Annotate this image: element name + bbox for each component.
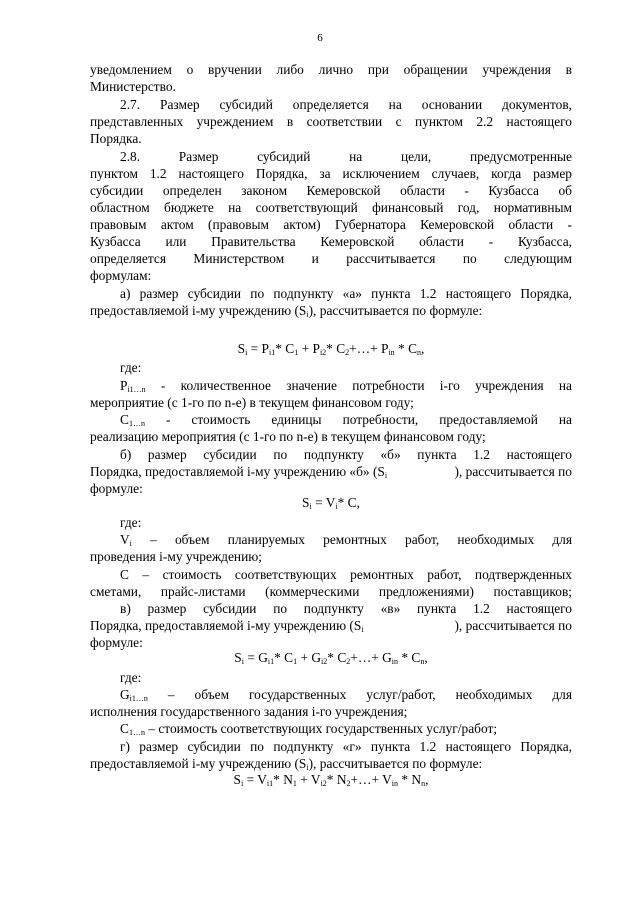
text-fragment: * C bbox=[275, 341, 295, 356]
subscript: 2 bbox=[345, 348, 350, 357]
text-line: Кузбасса или Правительства Кемеровской области - Кузбасса, bbox=[90, 234, 572, 249]
text-fragment: , bbox=[425, 772, 429, 787]
text-fragment: G bbox=[120, 687, 130, 702]
subscript: 1…n bbox=[128, 419, 145, 428]
text-line: б) размер субсидии по подпункту «б» пункта 1.2 настоящего bbox=[120, 447, 572, 462]
subscript: i bbox=[245, 348, 248, 357]
text-fragment: +…+ V bbox=[350, 772, 392, 787]
text-fragment: +…+ P bbox=[349, 341, 389, 356]
text-line: сметами, прайс-листами (коммерческими предложениями) поставщиков; bbox=[90, 584, 572, 599]
subscript: i bbox=[241, 779, 244, 788]
formula-b bbox=[90, 495, 572, 511]
subscript: i1…n bbox=[129, 694, 148, 703]
text-line bbox=[90, 303, 572, 319]
text-fragment: - стоимость единицы потребности, предоставляемой на bbox=[144, 412, 572, 427]
text-fragment: * N bbox=[273, 772, 293, 787]
text-fragment: ), рассчитывается по bbox=[454, 618, 572, 633]
subscript: n bbox=[417, 348, 422, 357]
subscript: i bbox=[309, 502, 312, 511]
word: предусмотренные bbox=[469, 149, 572, 164]
text-fragment: + P bbox=[298, 341, 320, 356]
text-fragment: * N bbox=[326, 772, 347, 787]
subscript: 1…n bbox=[128, 728, 145, 737]
text-fragment: * C bbox=[398, 650, 421, 665]
text-line: C – стоимость соответствующих ремонтных работ, подтвержденных bbox=[120, 567, 572, 582]
text-line: уведомлением о вручении либо лично при обращении учреждения в bbox=[90, 62, 572, 77]
text-fragment: предоставляемой i-му учреждению (S bbox=[90, 756, 307, 771]
text-fragment: – объем планируемых ремонтных работ, необходимых для bbox=[131, 532, 572, 547]
subscript: i1 bbox=[267, 657, 275, 666]
text-line: исполнения государственного задания i-го учреждения; bbox=[90, 704, 408, 719]
text-line: где: bbox=[120, 360, 142, 375]
text-line bbox=[90, 464, 572, 480]
text-line: реализацию мероприятия (с 1-го по n-е) в текущем финансовом году; bbox=[90, 429, 486, 444]
subscript: i1 bbox=[266, 779, 274, 788]
text-fragment: * N bbox=[398, 772, 422, 787]
text-fragment: - количественное значение потребности i-го учреждения на bbox=[145, 378, 572, 393]
subscript: n bbox=[420, 657, 425, 666]
text-line: областном бюджете на соответствующий финансовый год, нормативным bbox=[90, 200, 572, 215]
subscript: i bbox=[306, 310, 309, 319]
text-line bbox=[90, 618, 572, 634]
text-line: правовым актом (правовым актом) Губернатора Кемеровской области - bbox=[90, 217, 572, 232]
text-line: формуле: bbox=[90, 481, 143, 496]
subscript: i bbox=[384, 471, 388, 480]
text-line: Порядка. bbox=[90, 131, 142, 146]
text-line bbox=[120, 687, 572, 703]
text-fragment: + V bbox=[296, 772, 321, 787]
text-fragment: ), рассчитывается по bbox=[454, 464, 572, 479]
subscript: i bbox=[129, 539, 132, 548]
text-fragment: S bbox=[233, 772, 241, 787]
text-fragment: V bbox=[120, 532, 130, 547]
word: субсидий bbox=[257, 149, 311, 164]
text-fragment bbox=[90, 464, 387, 480]
text-line: формуле: bbox=[90, 635, 143, 650]
formula-a bbox=[90, 341, 572, 357]
subscript: n bbox=[421, 779, 426, 788]
text-fragment: S bbox=[302, 495, 310, 510]
text-fragment: S bbox=[237, 341, 246, 356]
text-line: субсидии определен законом Кемеровской области - Кузбасса об bbox=[90, 183, 572, 198]
text-line: определяется Министерством и рассчитывается по следующим bbox=[90, 251, 572, 266]
text-fragment: +…+ G bbox=[350, 650, 392, 665]
subscript: 2 bbox=[346, 779, 351, 788]
text-line: в) размер субсидии по подпункту «в» пункта 1.2 настоящего bbox=[120, 601, 572, 616]
text-fragment: * C, bbox=[337, 495, 360, 510]
word: цели, bbox=[400, 149, 432, 164]
text-line: мероприятие (с 1-го по n-е) в текущем финансовом году; bbox=[90, 395, 414, 410]
text-fragment: * C bbox=[327, 650, 347, 665]
text-line: формулам: bbox=[90, 268, 152, 283]
text-line bbox=[120, 721, 572, 737]
text-fragment: ), рассчитывается по формуле: bbox=[308, 756, 483, 771]
text-line: где: bbox=[120, 670, 142, 685]
subscript: in bbox=[388, 348, 395, 357]
text-fragment: ), рассчитывается по формуле: bbox=[308, 303, 483, 318]
text-fragment: – стоимость соответствующих государственных услуг/работ; bbox=[144, 721, 498, 736]
text-line: представленных учреждением в соответствии с пунктом 2.2 настоящего bbox=[90, 114, 572, 129]
text-fragment: Порядка, предоставляемой i-му учреждению (S bbox=[90, 618, 362, 633]
subscript: i bbox=[306, 763, 309, 772]
text-fragment: , bbox=[424, 650, 428, 665]
text-fragment: * C bbox=[394, 341, 418, 356]
subscript: i bbox=[361, 625, 364, 634]
formula-g bbox=[90, 772, 572, 788]
text-fragment: = V bbox=[311, 495, 336, 510]
subscript: in bbox=[391, 657, 399, 666]
text-fragment: S bbox=[234, 650, 242, 665]
text-fragment: + G bbox=[297, 650, 322, 665]
text-fragment: * C bbox=[326, 341, 346, 356]
text-line: а) размер субсидии по подпункту «а» пункта 1.2 настоящего Порядка, bbox=[120, 286, 572, 301]
formula-v bbox=[90, 650, 572, 666]
text-line bbox=[90, 756, 572, 772]
text-fragment: , bbox=[421, 341, 425, 356]
text-line: пунктом 1.2 настоящего Порядка, за исключением случаев, когда размер bbox=[90, 166, 572, 181]
text-fragment: C bbox=[120, 412, 129, 427]
subscript: i1 bbox=[269, 348, 276, 357]
text-fragment: Порядка, предоставляемой i-му учреждению «б» (S bbox=[90, 464, 385, 479]
subscript: 2 bbox=[346, 657, 351, 666]
subscript: i bbox=[335, 502, 338, 511]
subscript: i2 bbox=[321, 657, 328, 666]
text-line: где: bbox=[120, 515, 142, 530]
text-line: проведения i-му учреждению; bbox=[90, 549, 262, 564]
subscript: i2 bbox=[319, 348, 327, 357]
word: на bbox=[349, 149, 363, 164]
text-line bbox=[120, 378, 572, 394]
subscript: i1…n bbox=[127, 385, 146, 394]
subscript: 1 bbox=[293, 657, 298, 666]
word: 2.8. bbox=[120, 149, 141, 164]
subscript: in bbox=[391, 779, 399, 788]
text-fragment: – объем государственных услуг/работ, необходимых для bbox=[147, 687, 572, 702]
page-number: 6 bbox=[317, 32, 323, 44]
text-fragment: C bbox=[120, 721, 129, 736]
word: Размер bbox=[178, 149, 219, 164]
text-line: г) размер субсидии по подпункту «г» пункта 1.2 настоящего Порядка, bbox=[120, 739, 572, 754]
subscript: 1 bbox=[294, 348, 299, 357]
text-fragment: = V bbox=[243, 772, 267, 787]
text-fragment bbox=[90, 618, 364, 634]
text-line: Министерство. bbox=[90, 79, 176, 94]
subscript: 1 bbox=[292, 779, 297, 788]
text-fragment: = P bbox=[247, 341, 270, 356]
text-line bbox=[120, 532, 572, 548]
text-line bbox=[120, 412, 572, 428]
text-line bbox=[120, 149, 572, 165]
text-fragment: предоставляемой i-му учреждению (S bbox=[90, 303, 307, 318]
text-line: 2.7. Размер субсидий определяется на основании документов, bbox=[120, 97, 572, 112]
subscript: i bbox=[241, 657, 244, 666]
text-fragment: P bbox=[120, 378, 128, 393]
subscript: i2 bbox=[320, 779, 327, 788]
text-fragment: = G bbox=[243, 650, 268, 665]
text-fragment: * C bbox=[274, 650, 294, 665]
